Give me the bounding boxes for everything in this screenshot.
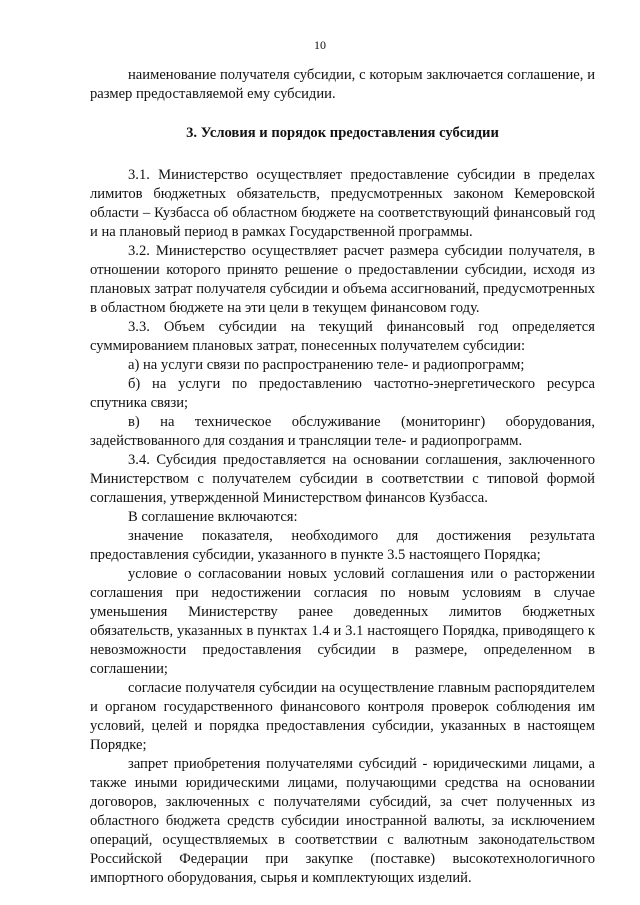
paragraph: 3.3. Объем субсидии на текущий финансовый год определяется суммированием плановых затрат, понесенных получателем субсидии: bbox=[90, 319, 595, 354]
paragraph: 3.2. Министерство осуществляет расчет размера субсидии получателя, в отношении которого принято решение о предоставлении субсидии, исходя из плановых затрат получателя субсидии и объема ассигнований, предусмотренных в областном бюджете на эти цели в текущем финансовом году. bbox=[90, 243, 595, 316]
paragraph: В соглашение включаются: bbox=[128, 509, 298, 525]
document-body bbox=[90, 66, 595, 888]
section-title: 3. Условия и порядок предоставления субсидии bbox=[186, 125, 499, 141]
paragraph: 3.4. Субсидия предоставляется на основании соглашения, заключенного Министерством с получателем субсидии в соответствии с типовой формой соглашения, утвержденной Министерством финансов Кузбасса. bbox=[90, 452, 595, 506]
list-item: а) на услуги связи по распространению теле- и радиопрограмм; bbox=[128, 357, 525, 373]
list-item: б) на услуги по предоставлению частотно-энергетического ресурса спутника связи; bbox=[90, 376, 595, 411]
paragraph: 3.1. Министерство осуществляет предоставление субсидии в пределах лимитов бюджетных обязательств, предусмотренных законом Кемеровской области – Кузбасса об областном бюджете на соответствующий финансовый год и на плановый период в рамках Государственной программы. bbox=[90, 167, 595, 240]
list-item: значение показателя, необходимого для достижения результата предоставления субсидии, указанного в пункте 3.5 настоящего Порядка; bbox=[90, 528, 595, 563]
list-item: в) на техническое обслуживание (мониторинг) оборудования, задействованного для создания и трансляции теле- и радиопрограмм. bbox=[90, 414, 595, 449]
page-number: 10 bbox=[314, 38, 326, 52]
intro-paragraph: наименование получателя субсидии, с которым заключается соглашение, и размер предоставляемой ему субсидии. bbox=[90, 67, 595, 102]
list-item: согласие получателя субсидии на осуществление главным распорядителем и органом государственного финансового контроля проверок соблюдения им условий, целей и порядка предоставления субсидии, указанных в настоящем Порядке; bbox=[90, 680, 595, 753]
list-item: условие о согласовании новых условий соглашения или о расторжении соглашения при недостижении согласия по новым условиям в случае уменьшения Министерству ранее доведенных лимитов бюджетных обязательств, указанных в пунктах 1.4 и 3.1 настоящего Порядка, приводящего к невозможности предоставления субсидии в размере, определенном в соглашении; bbox=[90, 566, 595, 677]
list-item: запрет приобретения получателями субсидий - юридическими лицами, а также иными юридическими лицами, получающими средства на основании договоров, заключенных с получателями субсидий, за счет полученных из областного бюджета средств субсидии иностранной валюты, за исключением операций, осуществляемых в соответствии с валютным законодательством Российской Федерации при закупке (поставке) высокотехнологичного импортного оборудования, сырья и комплектующих изделий. bbox=[90, 756, 595, 886]
